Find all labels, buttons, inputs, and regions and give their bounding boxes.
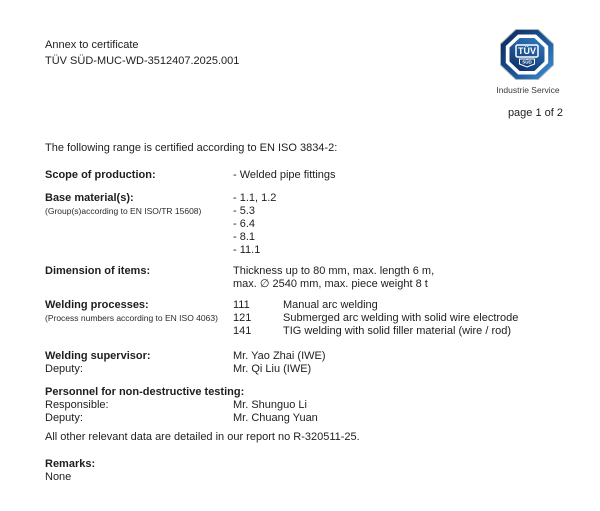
dimension-line: Thickness up to 80 mm, max. length 6 m,: [233, 265, 435, 277]
field-value-lines: [233, 265, 560, 291]
field-sublabel: (Group(s)according to EN ISO/TR 15608): [45, 206, 202, 216]
process-description: TIG welding with solid filler material (wire / rod): [283, 325, 512, 337]
field-value: Mr. Yao Zhai (IWE): [233, 350, 326, 362]
field-value-list: [233, 192, 560, 257]
annex-title: Annex to certificate: [45, 39, 139, 51]
tuv-sud-logo-icon: [500, 29, 554, 80]
field-label-group: [45, 299, 233, 323]
section-ndt: [45, 386, 560, 425]
base-material-item: - 5.3: [233, 205, 256, 217]
field-label: Scope of production:: [45, 169, 156, 181]
certificate-number: TÜV SÜD-MUC-WD-3512407.2025.001: [45, 55, 240, 67]
field-label: Base material(s):: [45, 192, 134, 204]
welding-process-item: [233, 325, 560, 338]
field-sublabel: (Process numbers according to EN ISO 4063): [45, 313, 218, 323]
page-indicator: page 1 of 2: [507, 107, 563, 119]
header: [45, 39, 239, 68]
process-number: 111: [233, 299, 250, 311]
remarks-value: None: [45, 471, 72, 483]
base-material-item: - 8.1: [233, 231, 256, 243]
field-ndt-deputy: [45, 412, 560, 425]
process-description: Manual arc welding: [283, 299, 378, 311]
field-ndt-responsible: [45, 399, 560, 412]
field-label: Responsible:: [45, 399, 109, 411]
field-scope-of-production: [45, 169, 560, 182]
field-value: Mr. Shunguo Li: [233, 399, 307, 411]
field-welding-deputy: [45, 363, 560, 376]
field-label: Welding processes:: [45, 299, 149, 311]
welding-process-item: [233, 299, 560, 312]
field-welding-processes: [45, 299, 560, 338]
field-label: Welding supervisor:: [45, 350, 151, 362]
logo-caption: Industrie Service: [496, 85, 560, 95]
field-welding-supervisor: [45, 350, 560, 363]
field-value: Mr. Chuang Yuan: [233, 412, 318, 424]
logo-text-sued: SÜD: [522, 59, 532, 65]
base-material-item: - 6.4: [233, 218, 256, 230]
field-label: Deputy:: [45, 363, 83, 375]
logo-text-tuv: TÜV: [518, 46, 536, 56]
welding-process-list: [233, 299, 560, 338]
field-value: - Welded pipe fittings: [233, 169, 336, 181]
field-dimension-of-items: [45, 265, 560, 291]
base-material-item: - 1.1, 1.2: [233, 192, 277, 204]
field-label: Dimension of items:: [45, 265, 151, 277]
base-material-item: - 11.1: [233, 244, 261, 256]
process-number: 121: [233, 312, 252, 324]
intro-sentence: The following range is certified according to EN ISO 3834-2:: [45, 142, 338, 154]
dimension-line: max. ∅ 2540 mm, max. piece weight 8 t: [233, 278, 428, 290]
field-base-materials: [45, 192, 560, 257]
process-description: Submerged arc welding with solid wire electrode: [283, 312, 519, 324]
document-body: [45, 142, 560, 484]
report-note: All other relevant data are detailed in our report no R-320511-25.: [45, 431, 360, 443]
welding-process-item: [233, 312, 560, 325]
remarks-label: Remarks:: [45, 458, 96, 470]
field-label: Deputy:: [45, 412, 83, 424]
section-remarks: [45, 458, 560, 484]
field-value: Mr. Qi Liu (IWE): [233, 363, 312, 375]
field-label-group: [45, 192, 233, 216]
ndt-heading: Personnel for non-destructive testing:: [45, 386, 245, 398]
process-number: 141: [233, 325, 252, 337]
